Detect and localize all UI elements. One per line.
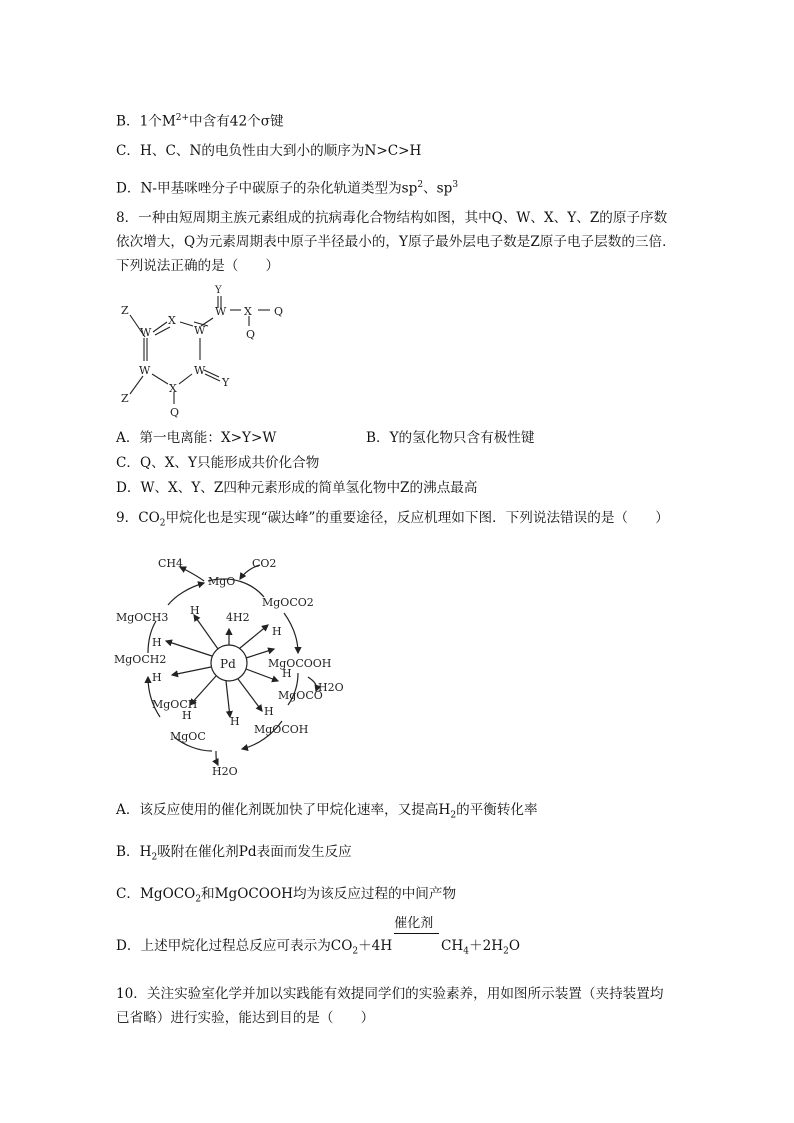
- q9-label-mgocoh: MgOCOH: [254, 723, 309, 736]
- q9-option-c-text-2: 和MgOCOOH均为该反应过程的中间产物: [201, 886, 457, 902]
- q9-label-mgoco2: MgOCO2: [262, 596, 314, 609]
- q9-option-a-text: A．该反应使用的催化剂既加快了甲烷化速率，又提高H: [116, 802, 451, 818]
- q8-label-x3: X: [169, 382, 177, 395]
- q9-label-h7: H: [230, 715, 240, 728]
- q8-label-z2: Z: [121, 392, 129, 405]
- q9-option-d-sub2: 4: [463, 946, 469, 957]
- q9-label-ch4: CH4: [158, 557, 184, 570]
- q7-option-b-text-2: 中含有42个σ键: [189, 113, 284, 130]
- q8-label-x2: X: [244, 305, 252, 318]
- q9-label-4h2: 4H2: [226, 611, 250, 624]
- q8-label-y2: Y: [222, 376, 230, 389]
- q8-label-q3: Q: [170, 406, 180, 419]
- q8-label-z1: Z: [121, 304, 129, 317]
- q9-label-h2: H: [272, 625, 282, 638]
- q9-label-mgoc: MgOC: [170, 730, 206, 743]
- q9-option-c: [116, 884, 456, 910]
- q9-label-co2: CO2: [252, 557, 277, 570]
- q9-mechanism-figure: [112, 545, 352, 785]
- q8-label-w2: W: [194, 324, 206, 337]
- q8-stem: 8．一种由短周期主族元素组成的抗病毒化合物结构如图，其中Q、W、X、Y、Z的原子序数依次增大，Q为元素周期表中原子半径最小的，Y原子最外层电子数是Z原子电子层数的三倍．下列说法正确的是（ ）: [116, 210, 676, 274]
- q8-label-w5: W: [194, 364, 206, 377]
- q7-option-d-sup1: 2: [417, 180, 424, 190]
- q9-option-d: [116, 916, 520, 962]
- q9-option-d-text-3: ＋2H: [468, 938, 504, 954]
- q8-label-q1: Q: [274, 305, 284, 318]
- q7-option-b-text: B．1个M: [116, 113, 176, 130]
- q8-option-a: A．第一电离能：X>Y>W: [116, 430, 277, 446]
- q9-label-h4: H: [282, 667, 292, 680]
- q9-option-d-catalyst: 催化剂: [394, 916, 434, 931]
- q9-option-d-o: O: [508, 938, 520, 954]
- q9-label-h3: H: [152, 636, 162, 649]
- q9-option-d-sub3: 2: [503, 946, 509, 957]
- q9-option-b-sub: 2: [151, 852, 158, 863]
- q8-label-q2: Q: [246, 328, 256, 341]
- q9-option-d-text-2: ＋4H: [358, 938, 393, 954]
- q9-option-b: [116, 842, 352, 868]
- q8-option-c: C．Q、X、Y只能形成共价化合物: [116, 455, 320, 471]
- q9-stem: [116, 508, 669, 534]
- q8-label-w4: W: [139, 364, 151, 377]
- q8-option-d: D．W、X、Y、Z四种元素形成的简单氢化物中Z的沸点最高: [116, 480, 478, 496]
- q9-label-mgocooh: MgOCOOH: [268, 657, 332, 670]
- q9-label-h8: H: [264, 705, 274, 718]
- q9-label-h2o-2: H2O: [212, 765, 238, 778]
- q7-option-d-text: D．N-甲基咪唑分子中碳原子的杂化轨道类型为sp: [116, 180, 418, 197]
- q8-label-w1: W: [140, 326, 152, 339]
- q9-label-mgoch3: MgOCH3: [116, 611, 169, 624]
- q9-stem-sub: 2: [159, 518, 166, 529]
- q9-label-pd: Pd: [220, 657, 236, 671]
- q9-label-mgoco: MgOCO: [278, 689, 323, 702]
- q7-option-d-sup2: 3: [452, 180, 459, 190]
- q9-option-d-ch: CH: [440, 938, 464, 954]
- q9-label-h6: H: [182, 709, 192, 722]
- q9-option-b-text-2: 吸附在催化剂Pd表面而发生反应: [157, 844, 352, 860]
- q9-option-a: [116, 800, 538, 826]
- q9-label-mgo: MgO: [208, 575, 236, 588]
- q9-stem-text-2: 甲烷化也是实现“碳达峰”的重要途径，反应机理如下图．下列说法错误的是（ ）: [165, 510, 669, 526]
- q8-label-w3: W: [215, 305, 227, 318]
- q8-label-y1: Y: [215, 285, 222, 296]
- q8-structure-figure: [116, 282, 306, 422]
- q9-stem-text: 9．CO: [116, 510, 160, 526]
- q9-label-h2o-1: H2O: [318, 681, 344, 694]
- q9-option-b-text: B．H: [116, 844, 152, 860]
- q9-label-h1: H: [190, 604, 200, 617]
- q9-option-d-arrow: [394, 916, 439, 954]
- q9-option-d-text: D．上述甲烷化过程总反应可表示为CO: [116, 938, 353, 954]
- q9-label-mgoch2: MgOCH2: [114, 653, 167, 666]
- q7-option-b-sup: 2+: [175, 113, 190, 123]
- q7-option-c: C．H、C、N的电负性由大到小的顺序为N>C>H: [116, 143, 422, 159]
- q8-option-b: B．Y的氢化物只含有极性键: [366, 430, 535, 446]
- q7-option-d: [116, 175, 458, 199]
- q7-option-b: [116, 108, 284, 132]
- q7-option-d-text-2: 、sp: [423, 180, 453, 197]
- q9-label-h5: H: [152, 671, 162, 684]
- q9-label-mgoch: MgOCH: [152, 698, 198, 711]
- q9-option-d-sub1: 2: [352, 946, 359, 957]
- q9-option-a-sub: 2: [450, 810, 457, 821]
- q8-label-x1: X: [168, 314, 176, 327]
- q9-option-c-text: C．MgOCO: [116, 886, 196, 902]
- q9-option-a-text-2: 的平衡转化率: [456, 802, 538, 818]
- q10-stem: 10．关注实验室化学并加以实践能有效提同学们的实验素养，用如图所示装置（夹持装置均已省略）进行实验，能达到目的是（ ）: [116, 986, 664, 1026]
- q9-option-c-sub: 2: [195, 894, 202, 905]
